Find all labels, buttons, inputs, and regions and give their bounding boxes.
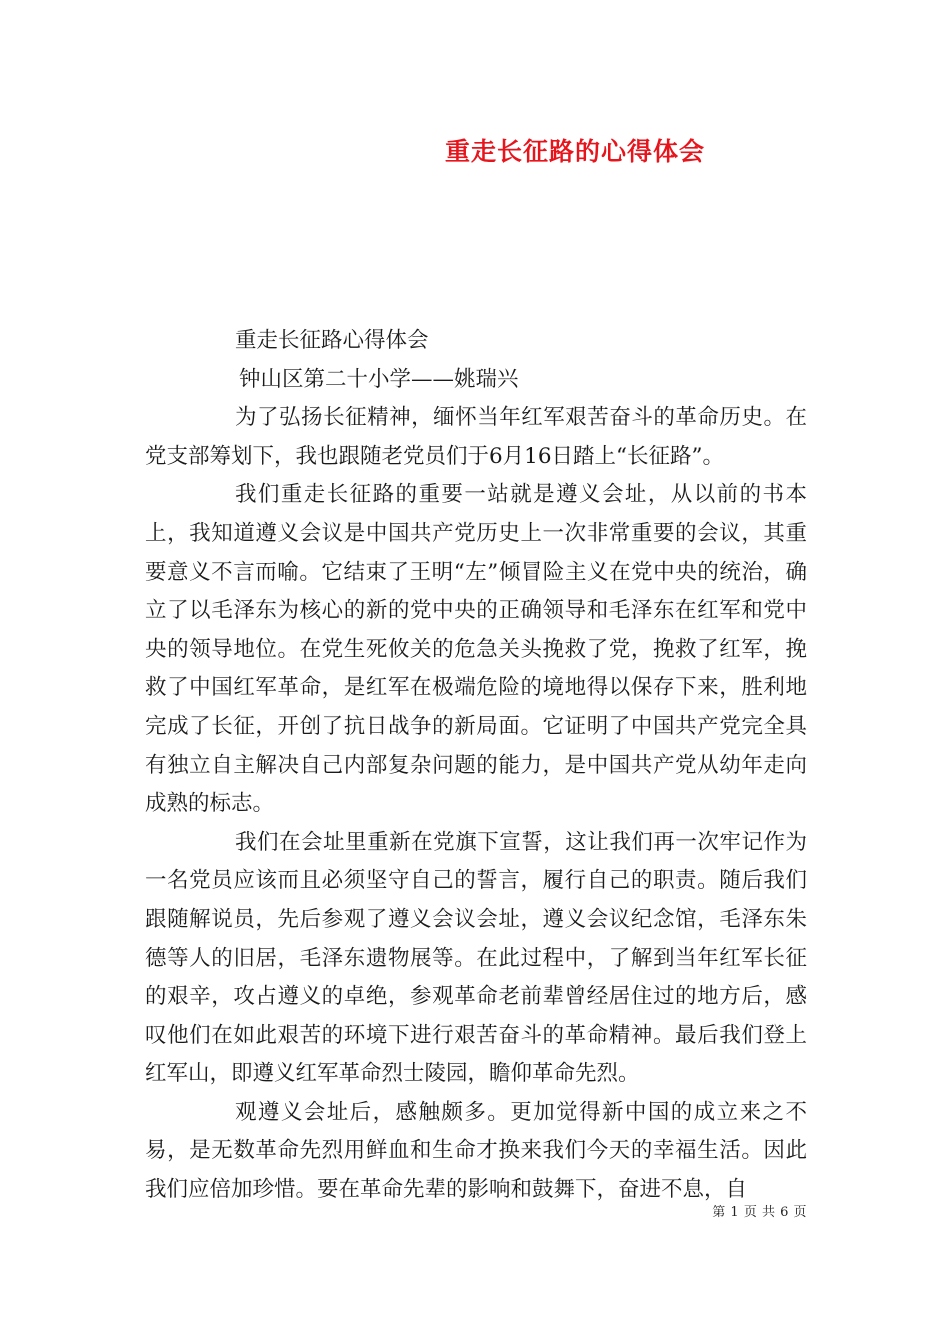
document-subtitle: 重走长征路心得体会 (235, 328, 429, 353)
document-body (145, 322, 807, 1210)
paragraph-1: 为了弘扬长征精神，缅怀当年红军艰苦奋斗的革命历史。在党支部筹划下，我也跟随老党员们于6月16日踏上“长征路”。 (145, 405, 807, 469)
paragraph-3: 我们在会址里重新在党旗下宣誓，这让我们再一次牢记作为一名党员应该而且必须坚守自己的誓言，履行自己的职责。随后我们跟随解说员，先后参观了遵义会议会址，遵义会议纪念馆，毛泽东朱德等人的旧居，毛泽东遗物展等。在此过程中，了解到当年红军长征的艰辛，攻占遵义的卓绝，参观革命老前辈曾经居住过的地方后，感叹他们在如此艰苦的环境下进行艰苦奋斗的革命精神。最后我们登上红军山，即遵义红军革命烈士陵园，瞻仰革命先烈。 (145, 829, 807, 1087)
document-title: 重走长征路的心得体会 (444, 137, 705, 166)
paragraph-2: 我们重走长征路的重要一站就是遵义会址，从以前的书本上，我知道遵义会议是中国共产党历史上一次非常重要的会议，其重要意义不言而喻。它结束了王明“左”倾冒险主义在党中央的统治，确立了以毛泽东为核心的新的党中央的正确领导和毛泽东在红军和党中央的领导地位。在党生死攸关的危急关头挽救了党，挽救了红军，挽救了中国红军革命，是红军在极端危险的境地得以保存下来，胜利地完成了长征，开创了抗日战争的新局面。它证明了中国共产党完全具有独立自主解决自己内部复杂问题的能力，是中国共产党从幼年走向成熟的标志。 (145, 482, 807, 817)
page-number-footer: 第 1 页 共 6 页 (712, 1205, 807, 1220)
paragraph-4: 观遵义会址后，感触颇多。更加觉得新中国的成立来之不易，是无数革命先烈用鲜血和生命才换来我们今天的幸福生活。因此我们应倍加珍惜。要在革命先辈的影响和鼓舞下，奋进不息，自 (145, 1099, 807, 1203)
document-author: 钟山区第二十小学——姚瑞兴 (239, 366, 519, 392)
